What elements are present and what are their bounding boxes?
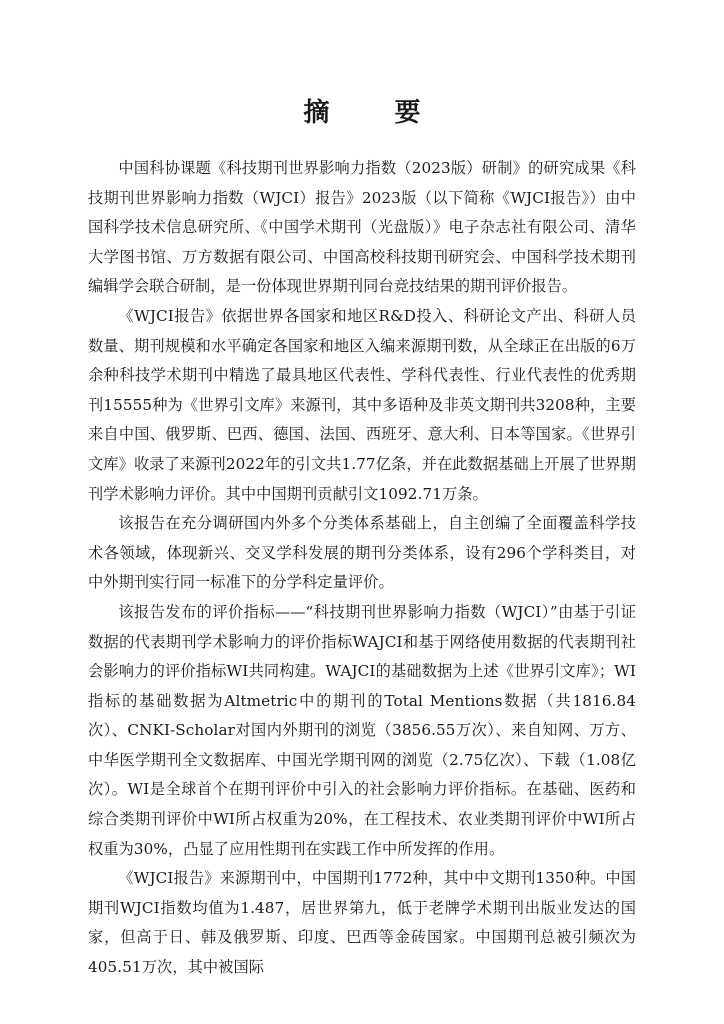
paragraph-source-journals: 《WJCI报告》依据世界各国家和地区R&D投入、科研论文产出、科研人员数量、期刊规模和水平确定各国家和地区入编来源期刊数，从全球正在出版的6万余种科技学术期刊中精选了最具地区代表性、学科代表性、行业代表性的优秀期刊15555种为《世界引文库》来源刊，其中多语种及非英文期刊共3208种，主要来自中国、俄罗斯、巴西、德国、法国、西班牙、意大利、日本等国家。《世界引文库》收录了来源刊2022年的引文共1.77亿条，并在此数据基础上开展了世界期刊学术影响力评价。其中中国期刊贡献引文1092.71万条。 [88, 306, 636, 503]
paragraph-intro: 中国科协课题《科技期刊世界影响力指数（2023版）研制》的研究成果《科技期刊世界影响力指数（WJCI）报告》2023版（以下简称《WJCI报告》）由中国科学技术信息研究所、《中国学术期刊（光盘版）》电子杂志社有限公司、清华大学图书馆、万方数据有限公司、中国高校科技期刊研究会、中国科学技术期刊编辑学会联合研制，是一份体现世界期刊同台竞技结果的期刊评价报告。 [88, 159, 636, 296]
page-title: 摘 要 [303, 98, 449, 128]
paragraph-classification: 该报告在充分调研国内外多个分类体系基础上，自主创编了全面覆盖科学技术各领域，体现新兴、交叉学科发展的期刊分类体系，设有296个学科类目，对中外期刊实行同一标准下的分学科定量评价。 [88, 514, 636, 592]
paragraph-china-journals: 《WJCI报告》来源期刊中，中国期刊1772种，其中中文期刊1350种。中国期刊WJCI指数均值为1.487，居世界第九，低于老牌学术期刊出版业发达的国家，但高于日、韩及俄罗斯、印度、巴西等金砖国家。中国期刊总被引频次为405.51万次，其中被国际 [88, 869, 636, 977]
paragraph-indicators: 该报告发布的评价指标——“科技期刊世界影响力指数（WJCI）”由基于引证数据的代表期刊学术影响力的评价指标WAJCI和基于网络使用数据的代表期刊社会影响力的评价指标WI共同构建。WAJCI的基础数据为上述《世界引文库》；WI指标的基础数据为Altmetric中的期刊的Total Mentions数据（共1816.84次）、CNKI-Scholar对国内外期刊的浏览（3856.55万次）、来自知网、万方、中华医学期刊全文数据库、中国光学期刊网的浏览（2.75亿次）、下载（1.08亿次）。WI是全球首个在期刊评价中引入的社会影响力评价指标。在基础、医药和综合类期刊评价中WI所占权重为20%，在工程技术、农业类期刊评价中WI所占权重为30%，凸显了应用性期刊在实践工作中所发挥的作用。 [88, 602, 636, 858]
